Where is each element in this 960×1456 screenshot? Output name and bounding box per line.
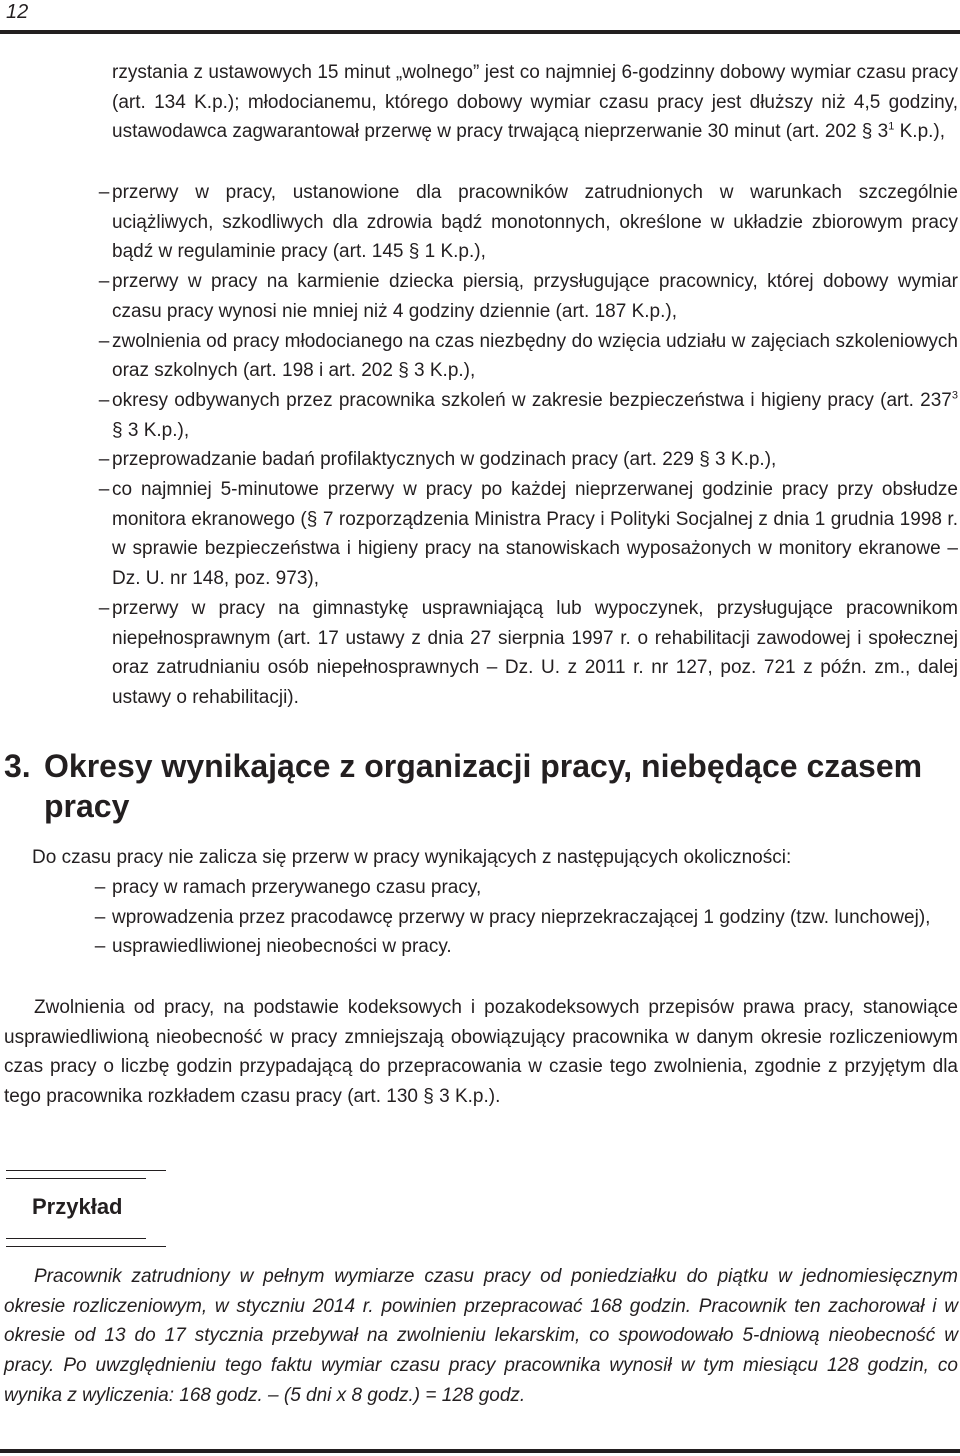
list-item: – zwolnienia od pracy młodocianego na czas niezbędny do wzięcia udziału w zajęciach szkoleniowych oraz szkolnych (art. 198 i art. 202 § 3 K.p.),	[0, 327, 958, 386]
dash-bullet: –	[98, 182, 110, 203]
list-item: – wprowadzenia przez pracodawcę przerwy w pracy nieprzekraczającej 1 godziny (tzw. lunchowej),	[0, 903, 958, 933]
dash-bullet: –	[98, 479, 110, 501]
example-text: Pracownik zatrudniony w pełnym wymiarze czasu pracy od poniedziałku do piątku w jednomiesięcznym okresie rozliczeniowym, w styczniu 2014 r. powinien przepracować 168 godzin. Pracownik ten zachorował i w okresie od 13 do 17 stycznia przebywał na zwolnieniu lekarskim, co spowodowało 5-dniową nieobecność w pracy. Po uwzględnieniu tego faktu wymiar czasu pracy pracownika wynosił w tym miesiącu 128 godzin, co wynika z wyliczenia: 168 godz. – (5 dni x 8 godz.) = 128 godz.	[4, 1266, 958, 1406]
continuation-text: rzystania z ustawowych 15 minut „wolnego” jest co najmniej 6-godzinny dobowy wymiar czasu pracy (art. 134 K.p.); młodocianemu, którego dobowy wymiar czasu pracy jest dłuższy niż 4,5 godziny, ustawodawca zagwarantował przerwę w pracy trwającą nieprzerwanie 30 minut (art. 202 § $3^1$ K.p.),	[112, 62, 958, 143]
list-item: – pracy w ramach przerywanego czasu pracy,	[0, 873, 958, 903]
dash-bullet: –	[98, 271, 110, 293]
header-rule	[0, 30, 960, 34]
page-number: 12	[6, 1, 29, 23]
dash-bullet: –	[98, 330, 110, 352]
dash-bullet: –	[98, 597, 110, 619]
list-item: – okresy odbywanych przez pracownika szkoleń w zakresie bezpieczeństwa i higieny pracy (art. $237^3$ § 3 K.p.),	[0, 386, 958, 445]
dash-bullet: –	[94, 936, 106, 958]
dash-bullet: –	[94, 906, 106, 928]
example-rule-bottom	[6, 1246, 166, 1247]
breaks-list	[0, 178, 958, 713]
example-label: Przykład	[32, 1194, 123, 1219]
dash-bullet: –	[98, 389, 110, 411]
list-item: – przeprowadzanie badań profilaktycznych w godzinach pracy (art. 229 § 3 K.p.),	[0, 445, 958, 475]
example-rule-bottom-inner	[6, 1238, 146, 1239]
list-item: – przerwy w pracy na gimnastykę usprawniającą lub wypoczynek, przysługujące pracownikom niepełnosprawnym (art. 17 ustawy z dnia 27 sierpnia 1997 r. o rehabilitacji zawodowej i społecznej oraz zatrudnianiu osób niepełnosprawnych – Dz. U. z 2011 r. nr 127, poz. 721 z późn. zm., dalej ustawy o rehabilitacji).	[0, 594, 958, 713]
dash-bullet: –	[94, 877, 106, 898]
section-intro: Do czasu pracy nie zalicza się przerw w pracy wynikających z następujących okoliczności:	[32, 847, 792, 868]
example-rule-top	[6, 1170, 166, 1171]
list-item: – co najmniej 5-minutowe przerwy w pracy po każdej nieprzerwanej godzinie pracy przy obsłudze monitora ekranowego (§ 7 rozporządzenia Ministra Pracy i Polityki Socjalnej z dnia 1 grudnia 1998 r. w sprawie bezpieczeństwa i higieny pracy na stanowiskach wyposażonych w monitory ekranowe – Dz. U. nr 148, poz. 973),	[0, 475, 958, 594]
example-rule-top-inner	[6, 1178, 146, 1179]
exclusions-list	[0, 873, 958, 962]
list-item: – usprawiedliwionej nieobecności w pracy.	[0, 932, 958, 962]
list-item: – przerwy w pracy, ustanowione dla pracowników zatrudnionych w warunkach szczególnie uciążliwych, szkodliwych dla zdrowia bądź monotonnych, określone w układzie zbiorowym pracy bądź w regulaminie pracy (art. 145 § 1 K.p.),	[0, 178, 958, 267]
dash-bullet: –	[98, 449, 110, 471]
list-item: – przerwy w pracy na karmienie dziecka piersią, przysługujące pracownicy, której dobowy wymiar czasu pracy wynosi nie mniej niż 4 godziny dziennie (art. 187 K.p.),	[0, 267, 958, 326]
footer-rule	[0, 1449, 960, 1453]
section-paragraph: Zwolnienia od pracy, na podstawie kodeksowych i pozakodeksowych przepisów prawa pracy, stanowiące usprawiedliwioną nieobecność w pracy zmniejszają obowiązujący pracownika w danym okresie rozliczeniowym czas pracy o liczbę godzin przypadającą do przepracowania w czasie tego zwolnienia, zgodnie z przyjętym dla tego pracownika rozkładem czasu pracy (art. 130 § 3 K.p.).	[4, 997, 958, 1108]
section-heading: 3. Okresy wynikające z organizacji pracy, niebędące czasem pracy	[4, 748, 923, 824]
